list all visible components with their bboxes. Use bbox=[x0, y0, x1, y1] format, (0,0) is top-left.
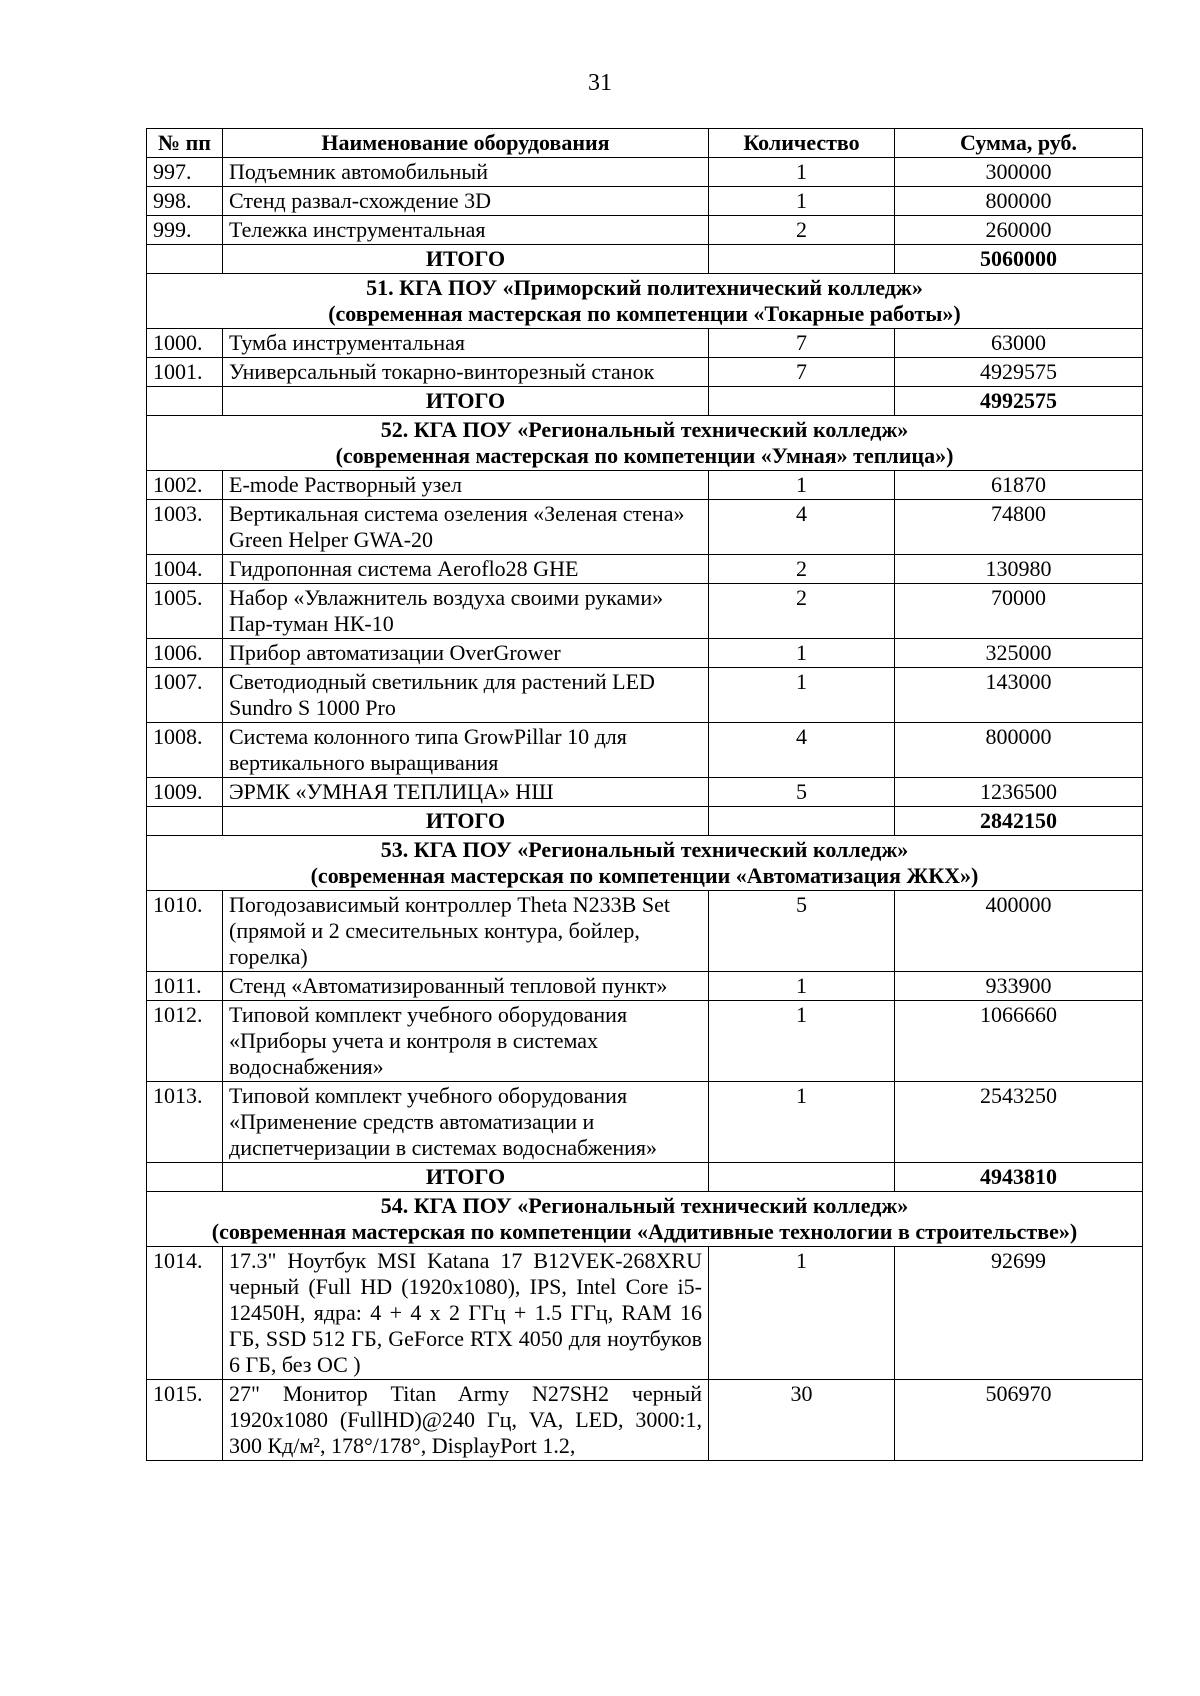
sum: 1066660 bbox=[895, 1001, 1143, 1082]
quantity: 2 bbox=[709, 216, 895, 245]
row-number: 997. bbox=[147, 158, 223, 187]
quantity: 1 bbox=[709, 471, 895, 500]
quantity: 30 bbox=[709, 1380, 895, 1461]
equipment-name: Тумба инструментальная bbox=[223, 329, 709, 358]
section-title: 53. КГА ПОУ «Региональный технический колледж» bbox=[380, 837, 909, 862]
total-empty-cell bbox=[147, 245, 223, 274]
table-row bbox=[147, 1380, 1143, 1461]
section-title: 54. КГА ПОУ «Региональный технический колледж» bbox=[380, 1193, 909, 1218]
sum: 74800 bbox=[895, 500, 1143, 555]
equipment-name: Гидропонная система Aeroflo28 GHE bbox=[223, 555, 709, 584]
sum: 300000 bbox=[895, 158, 1143, 187]
quantity: 2 bbox=[709, 555, 895, 584]
total-sum: 4943810 bbox=[895, 1163, 1143, 1192]
section-subtitle: (современная мастерская по компетенции «Автоматизация ЖКХ») bbox=[310, 863, 979, 888]
section-subtitle: (современная мастерская по компетенции «Аддитивные технологии в строительстве») bbox=[211, 1219, 1078, 1244]
equipment-name: Погодозависимый контроллер Theta N233B Set (прямой и 2 смесительных контура, бойлер, горелка) bbox=[223, 891, 709, 972]
total-row bbox=[147, 807, 1143, 836]
sum: 800000 bbox=[895, 723, 1143, 778]
section-subtitle: (современная мастерская по компетенции «Токарные работы») bbox=[328, 301, 961, 326]
section-header-row bbox=[147, 836, 1143, 891]
sum: 933900 bbox=[895, 972, 1143, 1001]
row-number: 1006. bbox=[147, 639, 223, 668]
quantity: 7 bbox=[709, 329, 895, 358]
sum: 143000 bbox=[895, 668, 1143, 723]
row-number: 1003. bbox=[147, 500, 223, 555]
equipment-name: Стенд «Автоматизированный тепловой пункт» bbox=[223, 972, 709, 1001]
total-sum: 5060000 bbox=[895, 245, 1143, 274]
section-header bbox=[147, 836, 1143, 891]
row-number: 998. bbox=[147, 187, 223, 216]
table-row bbox=[147, 1001, 1143, 1082]
quantity: 1 bbox=[709, 158, 895, 187]
total-label: ИТОГО bbox=[223, 387, 709, 416]
table-row bbox=[147, 216, 1143, 245]
equipment-name: 17.3" Ноутбук MSI Katana 17 B12VEK-268XRU черный (Full HD (1920x1080), IPS, Intel Core i5-12450H, ядра: 4 + 4 х 2 ГГц + 1.5 ГГц, RAM 16 ГБ, SSD 512 ГБ, GeForce RTX 4050 для ноутбуков 6 ГБ, без ОС ) bbox=[223, 1247, 709, 1380]
quantity: 7 bbox=[709, 358, 895, 387]
total-empty-cell bbox=[709, 245, 895, 274]
total-row bbox=[147, 387, 1143, 416]
row-number: 1015. bbox=[147, 1380, 223, 1461]
total-empty-cell bbox=[147, 807, 223, 836]
row-number: 1001. bbox=[147, 358, 223, 387]
sum: 800000 bbox=[895, 187, 1143, 216]
sum: 4929575 bbox=[895, 358, 1143, 387]
equipment-name: Тележка инструментальная bbox=[223, 216, 709, 245]
sum: 506970 bbox=[895, 1380, 1143, 1461]
equipment-name: Стенд развал-схождение 3D bbox=[223, 187, 709, 216]
equipment-name: Универсальный токарно-винторезный станок bbox=[223, 358, 709, 387]
table-row bbox=[147, 723, 1143, 778]
table-row bbox=[147, 358, 1143, 387]
total-row bbox=[147, 1163, 1143, 1192]
total-empty-cell bbox=[709, 807, 895, 836]
total-label: ИТОГО bbox=[223, 807, 709, 836]
row-number: 1004. bbox=[147, 555, 223, 584]
equipment-name: Прибор автоматизации OverGrower bbox=[223, 639, 709, 668]
row-number: 1013. bbox=[147, 1082, 223, 1163]
table-row bbox=[147, 584, 1143, 639]
total-sum: 2842150 bbox=[895, 807, 1143, 836]
quantity: 1 bbox=[709, 187, 895, 216]
equipment-name: Типовой комплект учебного оборудования «Применение средств автоматизации и диспетчеризации в системах водоснабжения» bbox=[223, 1082, 709, 1163]
table-row bbox=[147, 187, 1143, 216]
equipment-name: Светодиодный светильник для растений LED Sundro S 1000 Pro bbox=[223, 668, 709, 723]
table-row bbox=[147, 891, 1143, 972]
equipment-name: Набор «Увлажнитель воздуха своими руками» Пар-туман НК-10 bbox=[223, 584, 709, 639]
sum: 63000 bbox=[895, 329, 1143, 358]
total-row bbox=[147, 245, 1143, 274]
quantity: 2 bbox=[709, 584, 895, 639]
table-row bbox=[147, 329, 1143, 358]
sum: 325000 bbox=[895, 639, 1143, 668]
row-number: 1005. bbox=[147, 584, 223, 639]
header-name: Наименование оборудования bbox=[223, 129, 709, 158]
quantity: 1 bbox=[709, 668, 895, 723]
equipment-name: Вертикальная система озеления «Зеленая стена» Green Helper GWA-20 bbox=[223, 500, 709, 555]
table-row bbox=[147, 778, 1143, 807]
header-qty: Количество bbox=[709, 129, 895, 158]
equipment-name: 27" Монитор Titan Army N27SH2 черный 1920x1080 (FullHD)@240 Гц, VA, LED, 3000:1, 300 Кд/м², 178°/178°, DisplayPort 1.2, bbox=[223, 1380, 709, 1461]
sum: 70000 bbox=[895, 584, 1143, 639]
quantity: 1 bbox=[709, 1001, 895, 1082]
equipment-table bbox=[146, 128, 1143, 1461]
equipment-name: E-mode Растворный узел bbox=[223, 471, 709, 500]
sum: 260000 bbox=[895, 216, 1143, 245]
table-row bbox=[147, 1082, 1143, 1163]
row-number: 999. bbox=[147, 216, 223, 245]
table-header-row bbox=[147, 129, 1143, 158]
total-empty-cell bbox=[147, 1163, 223, 1192]
row-number: 1008. bbox=[147, 723, 223, 778]
quantity: 1 bbox=[709, 1082, 895, 1163]
section-subtitle: (современная мастерская по компетенции «Умная» теплица») bbox=[335, 443, 954, 468]
equipment-name: Система колонного типа GrowPillar 10 для вертикального выращивания bbox=[223, 723, 709, 778]
sum: 130980 bbox=[895, 555, 1143, 584]
total-sum: 4992575 bbox=[895, 387, 1143, 416]
table-row bbox=[147, 158, 1143, 187]
header-num: № пп bbox=[147, 129, 223, 158]
quantity: 5 bbox=[709, 891, 895, 972]
quantity: 5 bbox=[709, 778, 895, 807]
section-header bbox=[147, 416, 1143, 471]
section-header-row bbox=[147, 1192, 1143, 1247]
row-number: 1009. bbox=[147, 778, 223, 807]
table-body bbox=[147, 158, 1143, 1461]
section-header-row bbox=[147, 274, 1143, 329]
row-number: 1002. bbox=[147, 471, 223, 500]
sum: 92699 bbox=[895, 1247, 1143, 1380]
sum: 2543250 bbox=[895, 1082, 1143, 1163]
header-sum: Сумма, руб. bbox=[895, 129, 1143, 158]
table-row bbox=[147, 639, 1143, 668]
quantity: 1 bbox=[709, 639, 895, 668]
equipment-name: Типовой комплект учебного оборудования «Приборы учета и контроля в системах водоснабжения» bbox=[223, 1001, 709, 1082]
total-empty-cell bbox=[709, 387, 895, 416]
equipment-name: ЭРМК «УМНАЯ ТЕПЛИЦА» НШ bbox=[223, 778, 709, 807]
row-number: 1010. bbox=[147, 891, 223, 972]
sum: 400000 bbox=[895, 891, 1143, 972]
quantity: 1 bbox=[709, 972, 895, 1001]
table-row bbox=[147, 500, 1143, 555]
row-number: 1007. bbox=[147, 668, 223, 723]
row-number: 1000. bbox=[147, 329, 223, 358]
row-number: 1014. bbox=[147, 1247, 223, 1380]
quantity: 4 bbox=[709, 500, 895, 555]
table-row bbox=[147, 555, 1143, 584]
row-number: 1012. bbox=[147, 1001, 223, 1082]
page-number: 31 bbox=[588, 70, 612, 96]
total-empty-cell bbox=[709, 1163, 895, 1192]
section-title: 51. КГА ПОУ «Приморский политехнический колледж» bbox=[366, 275, 923, 300]
section-header-row bbox=[147, 416, 1143, 471]
total-label: ИТОГО bbox=[223, 245, 709, 274]
table-row bbox=[147, 1247, 1143, 1380]
section-title: 52. КГА ПОУ «Региональный технический колледж» bbox=[380, 417, 909, 442]
section-header bbox=[147, 1192, 1143, 1247]
sum: 1236500 bbox=[895, 778, 1143, 807]
equipment-name: Подъемник автомобильный bbox=[223, 158, 709, 187]
section-header bbox=[147, 274, 1143, 329]
sum: 61870 bbox=[895, 471, 1143, 500]
table-row bbox=[147, 972, 1143, 1001]
quantity: 4 bbox=[709, 723, 895, 778]
table-row bbox=[147, 668, 1143, 723]
row-number: 1011. bbox=[147, 972, 223, 1001]
total-label: ИТОГО bbox=[223, 1163, 709, 1192]
table-row bbox=[147, 471, 1143, 500]
quantity: 1 bbox=[709, 1247, 895, 1380]
total-empty-cell bbox=[147, 387, 223, 416]
